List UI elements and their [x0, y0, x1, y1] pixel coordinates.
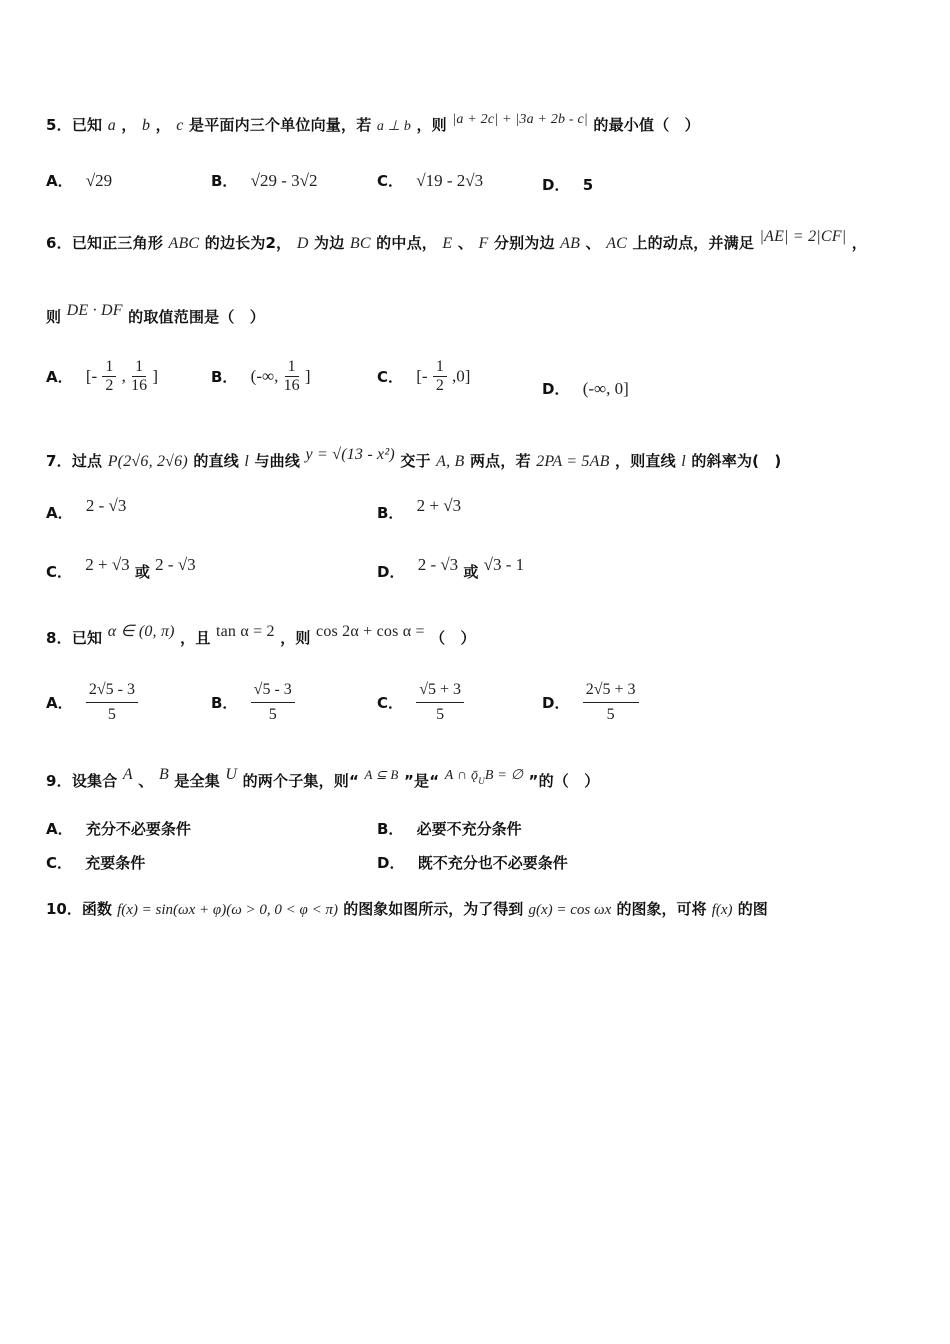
stem-text: 两点，若 — [469, 452, 531, 470]
option-label: A． — [46, 368, 73, 386]
or-text: 或 — [463, 563, 479, 581]
option-value: 2 + √3 — [85, 555, 130, 574]
option-label: B． — [211, 368, 238, 386]
option-label: B． — [377, 504, 404, 522]
stem-text: ，则 — [416, 116, 447, 134]
option-value: 充分不必要条件 — [85, 820, 191, 838]
stem-text: 9．设集合 — [46, 772, 118, 790]
option-fraction — [284, 358, 300, 395]
math-var: D — [296, 235, 309, 252]
option-value: 2 + √3 — [416, 496, 462, 515]
fraction-numerator: 1 — [102, 358, 116, 377]
question-9-option-b[interactable] — [377, 818, 522, 839]
stem-text: 的边长为2， — [204, 234, 292, 252]
math-expr: B = ∅ — [484, 768, 524, 783]
math-expr: 2PA = 5AB — [536, 453, 610, 470]
question-7-option-a[interactable] — [46, 496, 127, 523]
math-expr: tan α = 2 — [215, 623, 275, 640]
math-expr: A ∩ ǭ — [444, 768, 479, 783]
option-bracket: ,0] — [452, 366, 471, 386]
question-6-stem — [46, 228, 867, 253]
option-value: 2 - √3 — [417, 555, 459, 574]
stem-text: 、 — [585, 234, 601, 252]
fraction-denominator: 16 — [283, 377, 300, 394]
math-var: E — [442, 235, 453, 252]
question-8-option-b[interactable] — [211, 678, 295, 727]
math-expr: f(x) = sin(ωx + φ)(ω > 0, 0 < φ < π) — [117, 902, 338, 918]
question-7-stem — [46, 446, 782, 471]
option-label: C． — [46, 563, 73, 581]
question-5-stem — [46, 114, 700, 135]
stem-text: 的图象，可将 — [616, 900, 707, 918]
stem-text: 是全集 — [174, 772, 220, 790]
question-7-option-c[interactable] — [46, 555, 196, 582]
math-expr: P(2√6, 2√6) — [107, 453, 188, 470]
math-expr: |a + 2c| + |3a + 2b - c| — [452, 112, 588, 127]
stem-text: 是平面内三个单位向量，若 — [189, 116, 372, 134]
math-var: AC — [606, 235, 628, 252]
option-bracket: ] — [152, 366, 159, 386]
option-fraction — [416, 678, 464, 727]
fraction-numerator: 1 — [433, 358, 447, 377]
math-expr: g(x) = cos ωx — [528, 902, 612, 918]
option-comma: , — [121, 366, 126, 386]
option-label: A． — [46, 694, 73, 712]
option-label: C． — [46, 854, 73, 872]
stem-text: 的取值范围是（ ） — [128, 308, 265, 326]
stem-text: 10．函数 — [46, 900, 112, 918]
option-value: 5 — [582, 176, 594, 194]
question-9-option-c[interactable] — [46, 852, 145, 873]
option-fraction — [131, 358, 147, 395]
option-value: 充要条件 — [85, 854, 146, 872]
question-6-stem-line2 — [46, 302, 265, 327]
fraction-numerator: 2√5 + 3 — [583, 678, 639, 703]
math-var: a — [107, 117, 116, 134]
question-9-option-d[interactable] — [377, 852, 568, 873]
option-value: 2 - √3 — [155, 555, 196, 574]
question-5-option-a[interactable] — [46, 170, 112, 191]
math-var: l — [681, 453, 686, 470]
option-value: (-∞, 0] — [582, 379, 629, 398]
question-8-option-d[interactable] — [542, 678, 639, 727]
question-8-stem — [46, 623, 476, 648]
math-var: c — [176, 117, 184, 134]
math-var: AB — [560, 235, 581, 252]
stem-text: 上的动点，并满足 — [632, 234, 755, 252]
fraction-numerator: 2√5 - 3 — [86, 678, 138, 703]
stem-text: ”是“ — [404, 772, 440, 790]
option-label: D． — [377, 854, 405, 872]
stem-text: ， — [851, 234, 867, 252]
math-var: A, B — [436, 453, 465, 470]
option-bracket: ] — [304, 366, 311, 386]
question-9-stem — [46, 766, 600, 791]
stem-text: 分别为边 — [493, 234, 555, 252]
stem-text: 的图 — [737, 900, 768, 918]
option-bracket: (-∞, — [250, 366, 279, 386]
stem-text: 的两个子集，则“ — [242, 772, 360, 790]
stem-text: 的斜率为( ) — [691, 452, 782, 470]
question-6-option-a[interactable] — [46, 358, 158, 395]
fraction-denominator: 5 — [436, 706, 445, 723]
question-6-option-d[interactable] — [542, 378, 629, 399]
fraction-numerator: 1 — [132, 358, 146, 377]
stem-text: 则 — [46, 308, 62, 326]
question-8-option-c[interactable] — [377, 678, 464, 727]
math-var: A — [122, 766, 133, 783]
math-var: F — [478, 235, 489, 252]
option-value: 必要不充分条件 — [416, 820, 522, 838]
question-9-option-a[interactable] — [46, 818, 191, 839]
stem-text: ， — [121, 116, 137, 134]
math-expr: y = √(13 - x²) — [305, 446, 395, 463]
fraction-denominator: 5 — [107, 706, 116, 723]
option-label: C． — [377, 694, 404, 712]
stem-text: 的直线 — [193, 452, 239, 470]
stem-text: 为边 — [314, 234, 345, 252]
math-expr: A ⊆ B — [364, 767, 399, 782]
math-expr: f(x) — [711, 902, 733, 918]
stem-text: ，则直线 — [615, 452, 676, 470]
stem-text: ，则 — [280, 629, 311, 647]
option-label: C． — [377, 172, 404, 190]
math-expr: |AE| = 2|CF| — [759, 228, 847, 245]
option-value: 2 - √3 — [85, 496, 127, 515]
option-label: B． — [211, 172, 238, 190]
stem-text: 6．已知正三角形 — [46, 234, 164, 252]
option-label: B． — [211, 694, 238, 712]
math-expr: α ∈ (0, π) — [107, 623, 175, 640]
question-5-option-d[interactable] — [542, 174, 593, 195]
or-text: 或 — [134, 563, 150, 581]
fraction-denominator: 2 — [435, 377, 444, 394]
math-expr: a ⊥ b — [376, 119, 412, 134]
math-var: B — [158, 766, 169, 783]
question-6-option-c[interactable] — [377, 358, 470, 395]
stem-text: ，且 — [180, 629, 211, 647]
option-label: D． — [377, 563, 405, 581]
option-label: A． — [46, 172, 73, 190]
math-var: b — [141, 117, 151, 134]
fraction-denominator: 16 — [131, 377, 148, 394]
fraction-denominator: 5 — [606, 706, 615, 723]
option-label: D． — [542, 176, 570, 194]
fraction-numerator: √5 + 3 — [416, 678, 464, 703]
option-value: √29 — [85, 171, 113, 190]
question-7-option-d[interactable] — [377, 555, 525, 582]
stem-text: （ ） — [430, 629, 476, 647]
option-value: √3 - 1 — [483, 555, 525, 574]
option-bracket: [- — [85, 366, 98, 386]
option-label: D． — [542, 380, 570, 398]
question-7-option-b[interactable] — [377, 496, 462, 523]
question-10-stem — [46, 898, 768, 919]
option-fraction — [433, 358, 447, 395]
stem-text: 的图象如图所示，为了得到 — [343, 900, 524, 918]
stem-text: 交于 — [400, 452, 431, 470]
stem-text: 与曲线 — [254, 452, 301, 470]
option-value: 既不充分也不必要条件 — [417, 854, 568, 872]
fraction-numerator: √5 - 3 — [251, 678, 295, 703]
math-expr: DE · DF — [66, 302, 123, 319]
option-label: B． — [377, 820, 404, 838]
math-var: ABC — [168, 235, 200, 252]
stem-text: 、 — [457, 234, 474, 252]
question-5-option-c[interactable] — [377, 170, 483, 191]
math-subscript: U — [478, 776, 485, 786]
stem-text: 8．已知 — [46, 629, 103, 647]
option-fraction — [583, 678, 639, 727]
option-fraction — [251, 678, 295, 727]
stem-text: 、 — [138, 772, 154, 790]
stem-text: 7．过点 — [46, 452, 103, 470]
option-value: √29 - 3√2 — [250, 171, 318, 190]
fraction-denominator: 5 — [268, 706, 277, 723]
stem-text: 5．已知 — [46, 116, 103, 134]
math-var: BC — [349, 235, 371, 252]
stem-text: ”的（ ） — [528, 772, 600, 790]
fraction-denominator: 2 — [105, 377, 114, 394]
math-expr: cos 2α + cos α = — [316, 623, 425, 640]
question-8-option-a[interactable] — [46, 678, 138, 727]
option-label: A． — [46, 504, 73, 522]
option-label: C． — [377, 368, 404, 386]
fraction-numerator: 1 — [285, 358, 299, 377]
option-fraction — [102, 358, 116, 395]
question-5-option-b[interactable] — [211, 170, 318, 191]
option-fraction — [86, 678, 138, 727]
option-label: D． — [542, 694, 570, 712]
stem-text: 的中点， — [376, 234, 437, 252]
option-bracket: [- — [416, 366, 428, 386]
question-6-option-b[interactable] — [211, 358, 311, 395]
option-value: √19 - 2√3 — [416, 171, 484, 190]
math-var: U — [225, 766, 238, 783]
option-label: A． — [46, 820, 73, 838]
stem-text: 的最小值（ ） — [593, 116, 700, 134]
stem-text: ， — [155, 116, 171, 134]
math-var: l — [244, 453, 250, 470]
